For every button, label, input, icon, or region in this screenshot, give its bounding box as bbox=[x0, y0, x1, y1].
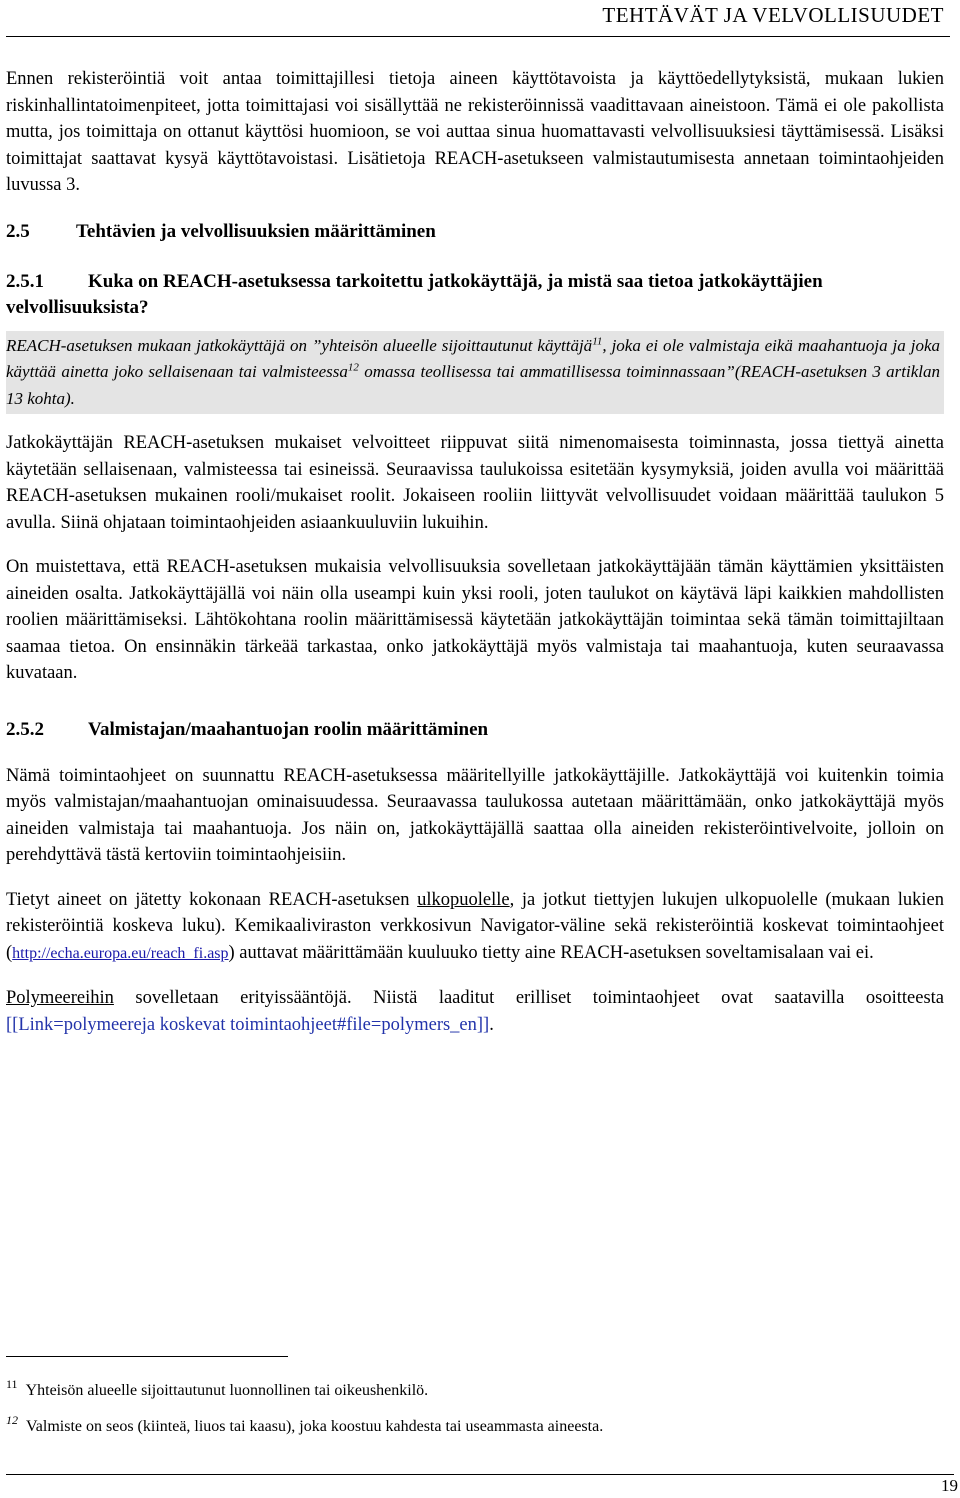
section-2-5-heading bbox=[6, 219, 944, 245]
paragraph-roles: Jatkokäyttäjän REACH-asetuksen mukaiset velvoitteet riippuvat siitä nimenomaisesta toiminnasta, jossa tiettyä ainetta käytetään sellaisenaan, valmisteessa tai esineissä. Seuraavissa taulukoissa esitetään kysymyksiä, joiden avulla voi määrittää REACH-asetuksen mukainen rooli/mukaiset roolit. Jokaiseen rooliin liittyvät velvollisuudet voidaan määrittää taulukon 5 avulla. Siinä ohjataan toimintaohjeiden asiaankuuluviin lukuihin. bbox=[6, 433, 944, 533]
exemptions-text-c: ) auttavat määrittämään kuuluuko tietty aine REACH-asetuksen soveltamisalaan vai ei. bbox=[228, 942, 874, 963]
paragraph-obligations: On muistettava, että REACH-asetuksen mukaisia velvollisuuksia sovelletaan jatkokäyttäjään tämän käyttämien yksittäisten aineiden osalta. Jatkokäyttäjällä voi näin olla useampi kuin yksi rooli, joten taulukot on käytävä läpi kaikkien mahdollisten roolien määrittämiseksi. Lähtökohtana roolin määrittämisessä käytetään jatkokäyttäjän toimintaa sekä tämän toimittajiltaan saamaa tietoa. On ensinnäkin tärkeää tarkastaa, onko jatkokäyttäjä myös valmistaja tai maahantuoja, kuten seuraavassa kuvataan. bbox=[6, 557, 944, 683]
exemptions-link[interactable]: ulkopuolelle bbox=[417, 889, 510, 910]
section-number: 2.5 bbox=[6, 220, 30, 242]
footnote-ref-12[interactable]: 12 bbox=[347, 361, 359, 374]
header-divider bbox=[6, 36, 950, 37]
footnote-number: 11 bbox=[6, 1377, 18, 1391]
polymers-text-a: sovelletaan erityissääntöjä. Niistä laaditut erilliset toimintaohjeet ovat saatavilla osoitteesta bbox=[113, 988, 944, 1008]
footnote-text: Valmiste on seos (kiinteä, liuos tai kaasu), joka koostuu kahdesta tai useammasta aineesta. bbox=[26, 1418, 604, 1435]
polymers-text-b: . bbox=[489, 1014, 494, 1035]
definition-text-part2: , joka ei ole valmistaja eikä maahantuoja ja joka käyttää ainetta joko sellaisenaan tai valmisteessa bbox=[6, 335, 940, 381]
polymers-link[interactable]: Polymeereihin bbox=[6, 988, 114, 1008]
exemptions-text-a: Tietyt aineet on jätetty kokonaan REACH-asetuksen bbox=[6, 889, 418, 910]
footnote-12 bbox=[6, 1410, 603, 1437]
footnote-text: Yhteisön alueelle sijoittautunut luonnollinen tai oikeushenkilö. bbox=[25, 1382, 429, 1399]
footnote-number: 12 bbox=[6, 1413, 18, 1427]
section-title: Tehtävien ja velvollisuuksien määrittäminen bbox=[76, 220, 436, 242]
paragraph-exemptions bbox=[6, 887, 944, 968]
footer-divider bbox=[6, 1474, 954, 1475]
exemptions-text-b: , ja jotkut tiettyjen lukujen ulkopuolelle (mukaan lukien rekisteröintiä koskeva luku). Kemikaaliviraston verkkosivun Navigator-väline sekä rekisteröintiä koskevat toimintaohjeet ( bbox=[6, 889, 944, 963]
page-body bbox=[6, 66, 944, 1038]
definition-text-part1: REACH-asetuksen mukaan jatkokäyttäjä on ”yhteisön alueelle sijoittautunut käyttäjä bbox=[6, 335, 593, 355]
section-2-5-1-heading bbox=[6, 269, 944, 321]
definition-box bbox=[6, 331, 944, 415]
section-number: 2.5.1 bbox=[6, 270, 44, 292]
section-title: Kuka on REACH-asetuksessa tarkoitettu jatkokäyttäjä, ja mistä saa tietoa jatkokäyttäjien velvollisuuksista? bbox=[6, 270, 823, 318]
footnote-divider bbox=[6, 1356, 288, 1357]
running-header-title: TEHTÄVÄT JA VELVOLLISUUDET bbox=[602, 3, 944, 27]
footnote-ref-11[interactable]: 11 bbox=[592, 334, 603, 347]
section-number: 2.5.2 bbox=[6, 718, 44, 740]
section-title: Valmistajan/maahantuojan roolin määrittäminen bbox=[88, 718, 489, 740]
page-number: 19 bbox=[941, 1476, 958, 1495]
definition-text-part3: omassa teollisessa tai ammatillisessa toiminnassaan”(REACH-asetuksen 3 artiklan 13 kohta). bbox=[6, 362, 941, 408]
paragraph-manufacturer: Nämä toimintaohjeet on suunnattu REACH-asetuksessa määritellyille jatkokäyttäjille. Jatkokäyttäjä voi kuitenkin toimia myös valmistajan/maahantuojan ominaisuudessa. Seuraavassa taulukossa autetaan määrittämään, onko jatkokäyttäjä myös aineiden valmistaja tai maahantuoja. Jos näin on, jatkokäyttäjällä saattaa olla aineiden rekisteröintivelvoite, jolloin on perehdyttävä tästä kertoviin toimintaohjeisiin. bbox=[6, 765, 944, 865]
polymers-guidance-link[interactable]: [[Link=polymeereja koskevat toimintaohjeet#file=polymers_en]] bbox=[6, 1014, 490, 1035]
echa-url-link[interactable]: http://echa.europa.eu/reach_fi.asp bbox=[12, 944, 229, 962]
intro-paragraph: Ennen rekisteröintiä voit antaa toimittajillesi tietoja aineen käyttötavoista ja käyttöedellytyksistä, mukaan lukien riskinhallintatoimenpiteet, jotta toimittajasi voi sisällyttää ne rekisteröinnissä vaadittavaan aineistoon. Tämä ei ole pakollista mutta, jos toimittaja on ottanut käyttösi huomioon, se voi auttaa sinua huomattavasti velvollisuuksiesi täyttämisessä. Lisäksi toimittajat saattavat kysyä käyttötavoistasi. Lisätietoja REACH-asetukseen valmistautumisesta annetaan toimintaohjeiden luvussa 3. bbox=[6, 69, 944, 195]
paragraph-polymers bbox=[6, 985, 944, 1038]
section-2-5-2-heading bbox=[6, 717, 944, 743]
footnote-11 bbox=[6, 1374, 428, 1401]
